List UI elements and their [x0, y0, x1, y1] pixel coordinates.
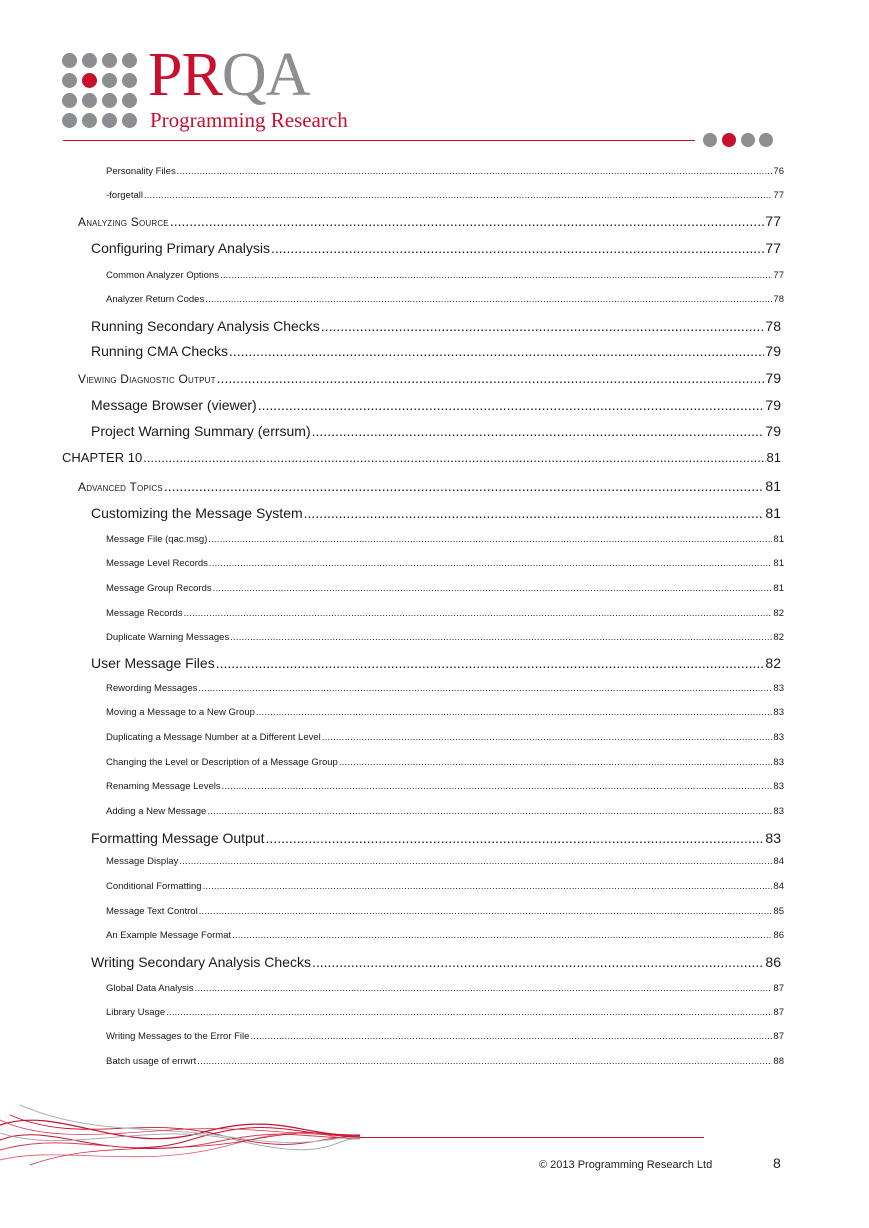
- toc-section[interactable]: Analyzing Source ..... 77: [78, 213, 781, 229]
- header-dots-icon: [703, 133, 773, 147]
- toc-entry[interactable]: Message Group Records ..... 81: [106, 583, 784, 594]
- toc-subsection[interactable]: Writing Secondary Analysis Checks ..... 86: [91, 954, 781, 970]
- footer-copyright: © 2013 Programming Research Ltd: [539, 1159, 713, 1171]
- toc-subsection[interactable]: Project Warning Summary (errsum) ..... 79: [91, 423, 781, 439]
- toc-entry[interactable]: Rewording Messages ..... 83: [106, 683, 784, 694]
- toc-entry[interactable]: Renaming Message Levels ..... 83: [106, 781, 784, 792]
- toc-entry[interactable]: Global Data Analysis ..... 87: [106, 983, 784, 994]
- toc-chapter[interactable]: CHAPTER 10 ..... 81: [62, 450, 781, 465]
- footer-wires-graphic: [0, 1085, 360, 1175]
- toc-entry[interactable]: Changing the Level or Description of a Message Group ..... 83: [106, 757, 784, 768]
- toc-entry[interactable]: -forgetall ..... 77: [106, 190, 784, 201]
- logo-wordmark: PRQA: [148, 41, 310, 109]
- toc-entry[interactable]: Personality Files ..... 76: [106, 166, 784, 177]
- toc-entry[interactable]: An Example Message Format ..... 86: [106, 930, 784, 941]
- toc-section[interactable]: Advanced Topics ..... 81: [78, 478, 781, 494]
- header-divider: [63, 140, 695, 141]
- toc-subsection[interactable]: Formatting Message Output ..... 83: [91, 830, 781, 846]
- toc-subsection[interactable]: Running CMA Checks ..... 79: [91, 343, 781, 359]
- toc-subsection[interactable]: User Message Files ..... 82: [91, 655, 781, 671]
- toc-section[interactable]: Viewing Diagnostic Output ..... 79: [78, 370, 781, 386]
- toc-entry[interactable]: Message Text Control ..... 85: [106, 906, 784, 917]
- toc-subsection[interactable]: Running Secondary Analysis Checks ..... 78: [91, 318, 781, 334]
- logo-dot-grid-icon: [60, 50, 140, 130]
- toc-entry[interactable]: Message File (qac.msg) ..... 81: [106, 534, 784, 545]
- toc-entry[interactable]: Conditional Formatting ..... 84: [106, 881, 784, 892]
- toc-entry[interactable]: Message Level Records ..... 81: [106, 558, 784, 569]
- toc-entry[interactable]: Common Analyzer Options ..... 77: [106, 270, 784, 281]
- page-number: 8: [773, 1155, 781, 1171]
- toc-entry[interactable]: Moving a Message to a New Group ..... 83: [106, 707, 784, 718]
- toc-entry[interactable]: Adding a New Message ..... 83: [106, 806, 784, 817]
- toc-entry[interactable]: Message Display ..... 84: [106, 856, 784, 867]
- toc-entry[interactable]: Library Usage ..... 87: [106, 1007, 784, 1018]
- toc-entry[interactable]: Duplicate Warning Messages ..... 82: [106, 632, 784, 643]
- toc-entry[interactable]: Duplicating a Message Number at a Different Level ..... 83: [106, 732, 784, 743]
- footer-divider: [360, 1137, 704, 1138]
- toc-entry[interactable]: Writing Messages to the Error File ..... 87: [106, 1031, 784, 1042]
- toc-entry[interactable]: Analyzer Return Codes ..... 78: [106, 294, 784, 305]
- toc-subsection[interactable]: Customizing the Message System ..... 81: [91, 505, 781, 521]
- logo-subtitle: Programming Research: [150, 108, 348, 132]
- toc-subsection[interactable]: Message Browser (viewer) ..... 79: [91, 397, 781, 413]
- toc-entry[interactable]: Batch usage of errwrt ..... 88: [106, 1056, 784, 1067]
- toc-subsection[interactable]: Configuring Primary Analysis ..... 77: [91, 240, 781, 256]
- toc-entry[interactable]: Message Records ..... 82: [106, 608, 784, 619]
- prqa-logo: [60, 41, 360, 135]
